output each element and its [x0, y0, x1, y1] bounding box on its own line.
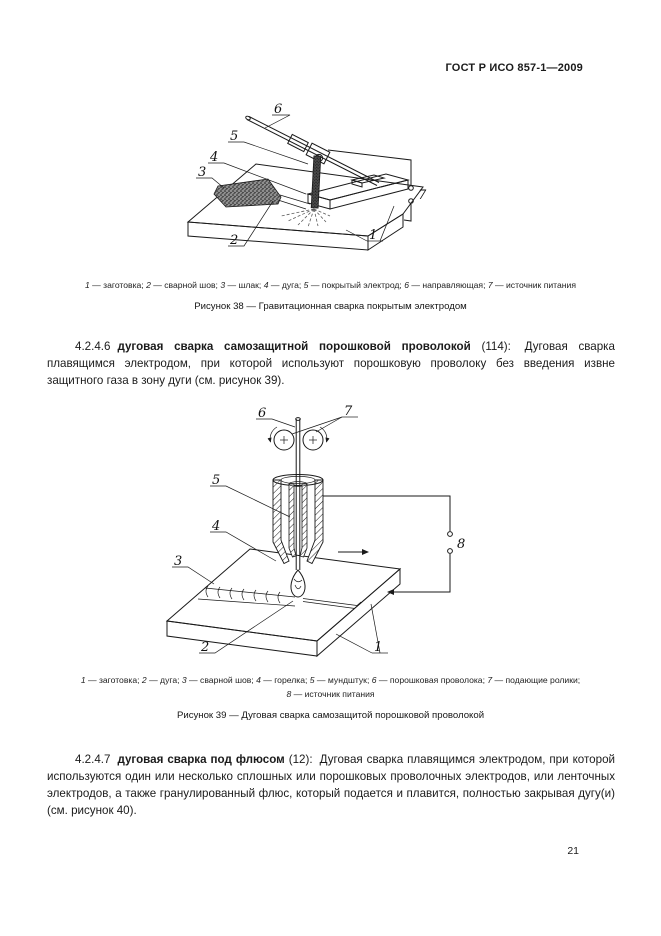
figure-39-legend-line2: 8 — источник питания [286, 689, 375, 699]
weld-ripples [198, 586, 295, 606]
label-6: 6 [274, 102, 283, 117]
label-3: 3 [174, 554, 183, 569]
electrode-wire [296, 418, 301, 570]
doc-code-header: ГОСТ Р ИСО 857-1—2009 [445, 62, 583, 74]
label-7: 7 [418, 188, 427, 203]
torch-body [273, 475, 323, 564]
terminal-icon [409, 186, 414, 191]
figure-38-labels [196, 102, 427, 248]
label-7: 7 [344, 404, 353, 419]
figure-39-caption: Рисунок 39 — Дуговая сварка самозащитой порошковой проволокой [176, 710, 485, 721]
joint-line [303, 599, 361, 609]
figure-38-legend: 1 — заготовка; 2 — сварной шов; 3 — шлак; 4 — дуга; 5 — покрытый электрод; 6 — направляющая; 7 — источник питания [85, 280, 576, 290]
weld-seam-lines [278, 195, 310, 209]
clause-number: 4.2.4.7 [75, 753, 111, 766]
clause-term: дуговая сварка под флюсом [117, 753, 285, 766]
label-4: 4 [212, 519, 221, 534]
slag-patch [214, 179, 281, 207]
label-6: 6 [258, 406, 267, 421]
arc-flame [291, 570, 305, 597]
label-2: 2 [201, 640, 210, 655]
label-3: 3 [198, 165, 207, 180]
label-4: 4 [210, 150, 219, 165]
support-rail [308, 174, 408, 209]
clause-number: 4.2.4.6 [75, 340, 111, 353]
workpiece-plate [188, 164, 423, 250]
clause-4-2-4-7 [47, 751, 615, 819]
label-2: 2 [230, 233, 239, 248]
contact-tube [289, 482, 307, 557]
label-1: 1 [374, 640, 383, 655]
figure-39-drawing [150, 400, 540, 666]
figure-39-legend-line1: 1 — заготовка; 2 — дуга; 3 — сварной шов; 4 — горелка; 5 — мундштук; 6 — порошковая проволока; 7 — подающие ролики; [80, 675, 581, 685]
arc-rays [281, 209, 330, 227]
page-number: 21 [567, 845, 579, 857]
clause-designation: (12): [288, 753, 313, 766]
clause-term: дуговая сварка самозащитной порошковой проволокой [117, 340, 471, 353]
label-5: 5 [230, 129, 239, 144]
label-1: 1 [369, 228, 378, 243]
terminal-icon [448, 532, 453, 537]
terminal-icon [448, 549, 453, 554]
figure-38-caption: Рисунок 38 — Гравитационная сварка покрытым электродом [194, 301, 467, 312]
clause-designation: (114): [481, 340, 511, 353]
clause-definition: Дуговая сварка плавящимся электродом, при которой используются один или несколько сплошных или порошковых проволочных электродов, или ленточных электродов, а также гранулированный флюс, который подается и плавится, полностью закрывая дугу(и) (см. рисунок 40). [47, 753, 615, 817]
power-circuit [323, 496, 452, 592]
figure-38-drawing [168, 94, 470, 270]
clause-4-2-4-6 [47, 338, 615, 389]
coated-electrode [311, 156, 321, 208]
clause-definition: Дуговая сварка плавящимся электродом, при которой используют порошковую проволоку без введения извне защитного газа в зону дуги (см. рисунок 39). [47, 340, 615, 387]
label-5: 5 [212, 473, 221, 488]
guide-rod [245, 115, 379, 185]
label-8: 8 [457, 537, 466, 552]
